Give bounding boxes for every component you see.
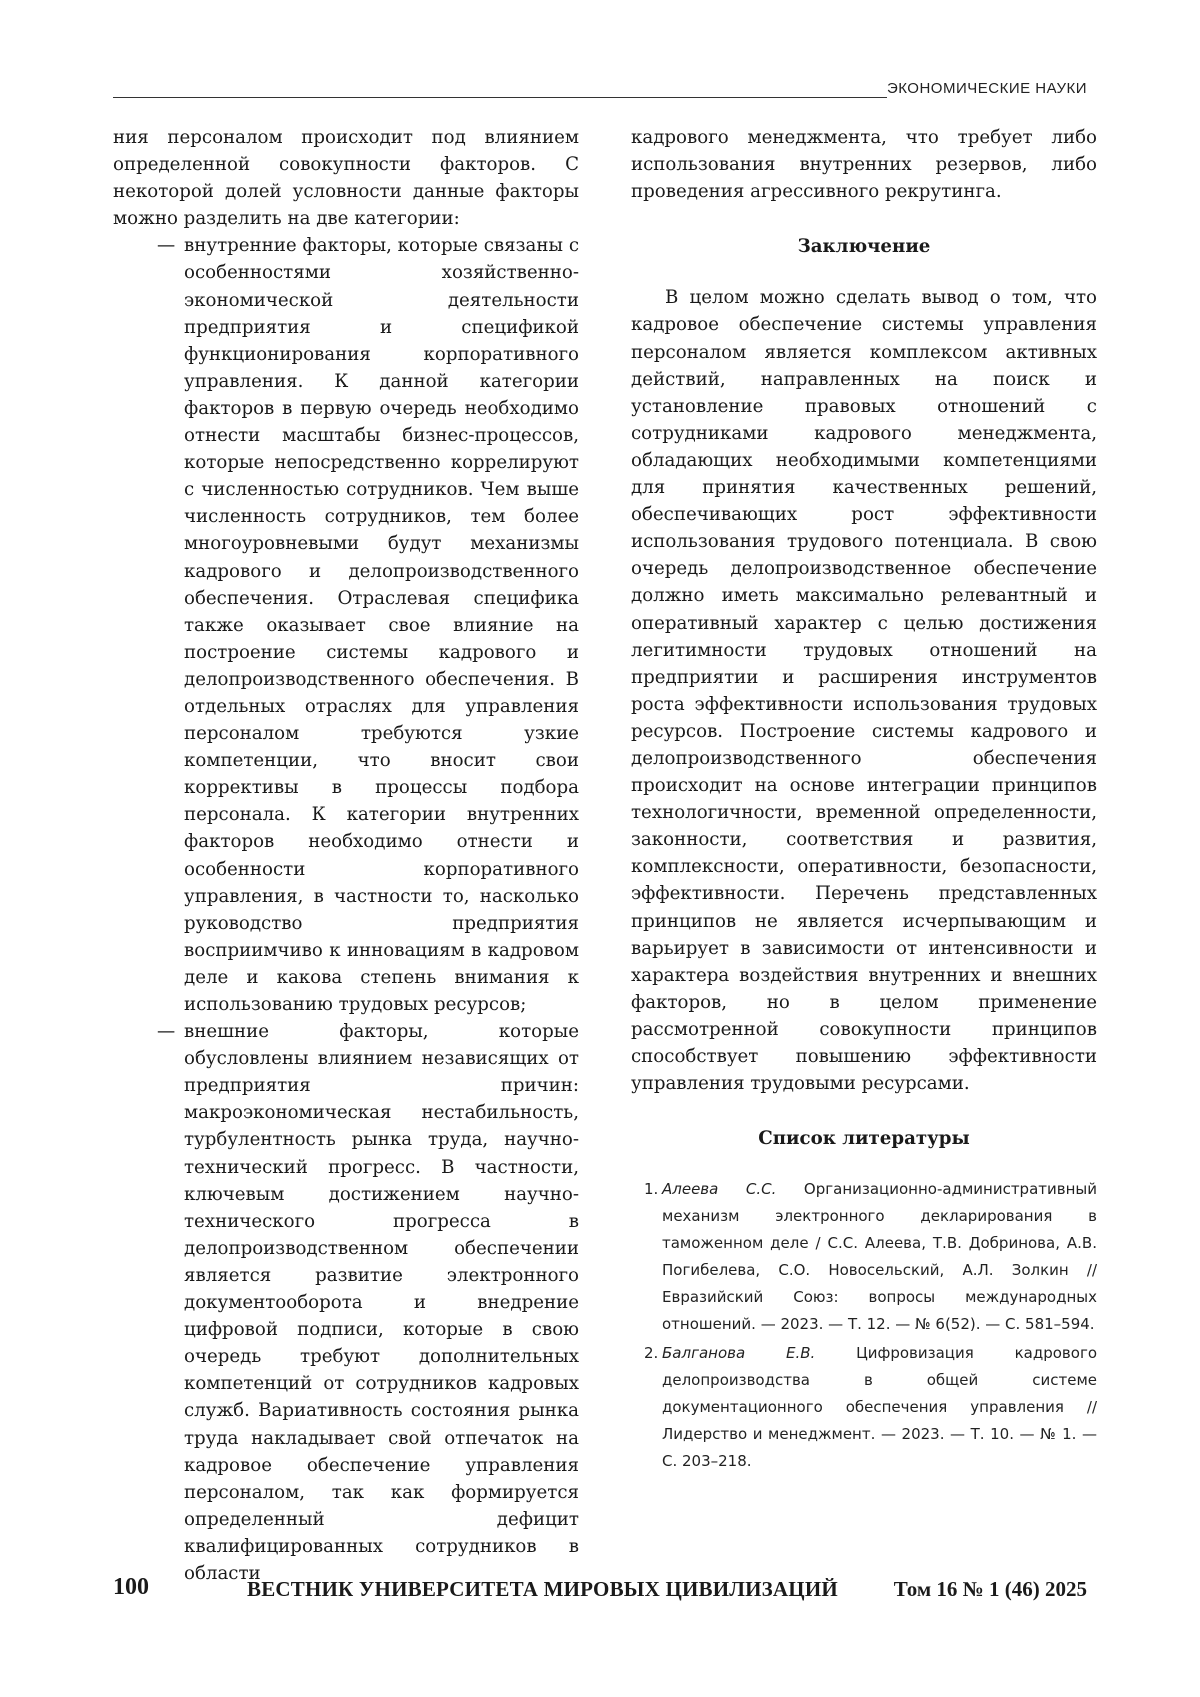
- reference-number: 2.: [644, 1344, 659, 1363]
- right-column: [631, 124, 1097, 1477]
- references-heading: Список литературы: [758, 1128, 970, 1150]
- list-dash: —: [157, 1021, 176, 1043]
- reference-author: Алеева С.С.: [662, 1180, 804, 1199]
- conclusion-paragraph: В целом можно сделать вывод о том, что кадровое обеспечение системы управления персоналом является комплексом активных действий, направленных на поиск и установление правовых отношений с сотрудниками кадрового менеджмента, обладающих необходимыми компетенциями для принятия качественных решений, обеспечивающих рост эффективности использования трудового потенциала. В свою очередь делопроизводственное обеспечение должно иметь максимально релевантный и оперативный характер с целью достижения легитимности трудовых отношений на предприятии и расширения инструментов роста эффективности использования трудовых ресурсов. Построение системы кадрового и делопроизводственного обеспечения происходит на основе интеграции принципов технологичности, временной определенности, законности, соответствия и развития, комплексности, оперативности, безопасности, эффективности. Перечень представленных принципов не является исчерпывающим и варьирует в зависимости от интенсивности и характера воздействия внутренних и внешних факторов, но в целом применение рассмотренной совокупности принципов способствует повышению эффективности управления трудовыми ресурсами.: [631, 287, 1097, 1095]
- conclusion-heading: Заключение: [797, 236, 931, 258]
- reference-number: 1.: [644, 1180, 659, 1199]
- list-item-internal-factors: [113, 232, 579, 1018]
- list-item-external-factors: [113, 1018, 579, 1587]
- reference-item: [631, 1340, 1097, 1475]
- list-dash: —: [157, 235, 176, 257]
- header-rule: [113, 97, 887, 98]
- continuation-paragraph: кадрового менеджмента, что требует либо использования внутренних резервов, либо проведения агрессивного рекрутинга.: [631, 127, 1097, 203]
- reference-author: Балганова Е.В.: [662, 1344, 857, 1363]
- page-footer: [113, 1574, 1087, 1604]
- list-item-text: внешние факторы, которые обусловлены влиянием независящих от предприятия причин: макроэкономическая нестабильность, турбулентность рынка труда, научно-технический прогресс. В частности, ключевым достижением научно-технического прогресса в делопроизводственном обеспечении является развитие электронного документооборота и внедрение цифровой подписи, которые в свою очередь требуют дополнительных компетенций от сотрудников кадровых служб. Вариативность состояния рынка труда накладывает свой отпечаток на кадровое обеспечение управления персоналом, так как формируется определенный дефицит квалифицированных сотрудников в области: [184, 1021, 579, 1584]
- intro-paragraph: ния персоналом происходит под влиянием определенной совокупности факторов. С некоторой долей условности данные факторы можно разделить на две категории:: [113, 127, 579, 230]
- running-header: [113, 78, 1087, 102]
- reference-text: Организационно-административный механизм электронного декларирования в таможенном деле / С.С. Алеева, Т.В. Добринова, А.В. Погибелева, С.О. Новосельский, А.Л. Золкин // Евразийский Союз: вопросы международных отношений. — 2023. — Т. 12. — № 6(52). — С. 581–594.: [662, 1180, 1097, 1334]
- reference-list: [631, 1176, 1097, 1475]
- list-item-text: внутренние факторы, которые связаны с особенностями хозяйственно-экономической деятельности предприятия и спецификой функционирования корпоративного управления. К данной категории факторов в первую очередь необходимо отнести масштабы бизнес-процессов, которые непосредственно коррелируют с численностью сотрудников. Чем выше численность сотрудников, тем более многоуровневыми будут механизмы кадрового и делопроизводственного обеспечения. Отраслевая специфика также оказывает свое влияние на построение системы кадрового и делопроизводственного обеспечения. В отдельных отраслях для управления персоналом требуются узкие компетенции, что вносит свои коррективы в процессы подбора персонала. К категории внутренних факторов необходимо отнести и особенности корпоративного управления, в частности то, насколько руководство предприятия восприимчиво к инновациям в кадровом деле и какова степень внимания к использованию трудовых ресурсов;: [184, 235, 579, 1015]
- section-title: ЭКОНОМИЧЕСКИЕ НАУКИ: [886, 80, 1087, 97]
- page-number: 100: [113, 1574, 149, 1600]
- reference-item: [631, 1176, 1097, 1338]
- journal-title: ВЕСТНИК УНИВЕРСИТЕТА МИРОВЫХ ЦИВИЛИЗАЦИЙ: [247, 1577, 838, 1601]
- issue-info: Том 16 № 1 (46) 2025: [893, 1577, 1087, 1601]
- left-column: [113, 124, 579, 1587]
- reference-text: Цифровизация кадрового делопроизводства в общей системе документационного обеспечения управления // Лидерство и менеджмент. — 2023. — Т. 10. — № 1. — С. 203–218.: [662, 1344, 1098, 1471]
